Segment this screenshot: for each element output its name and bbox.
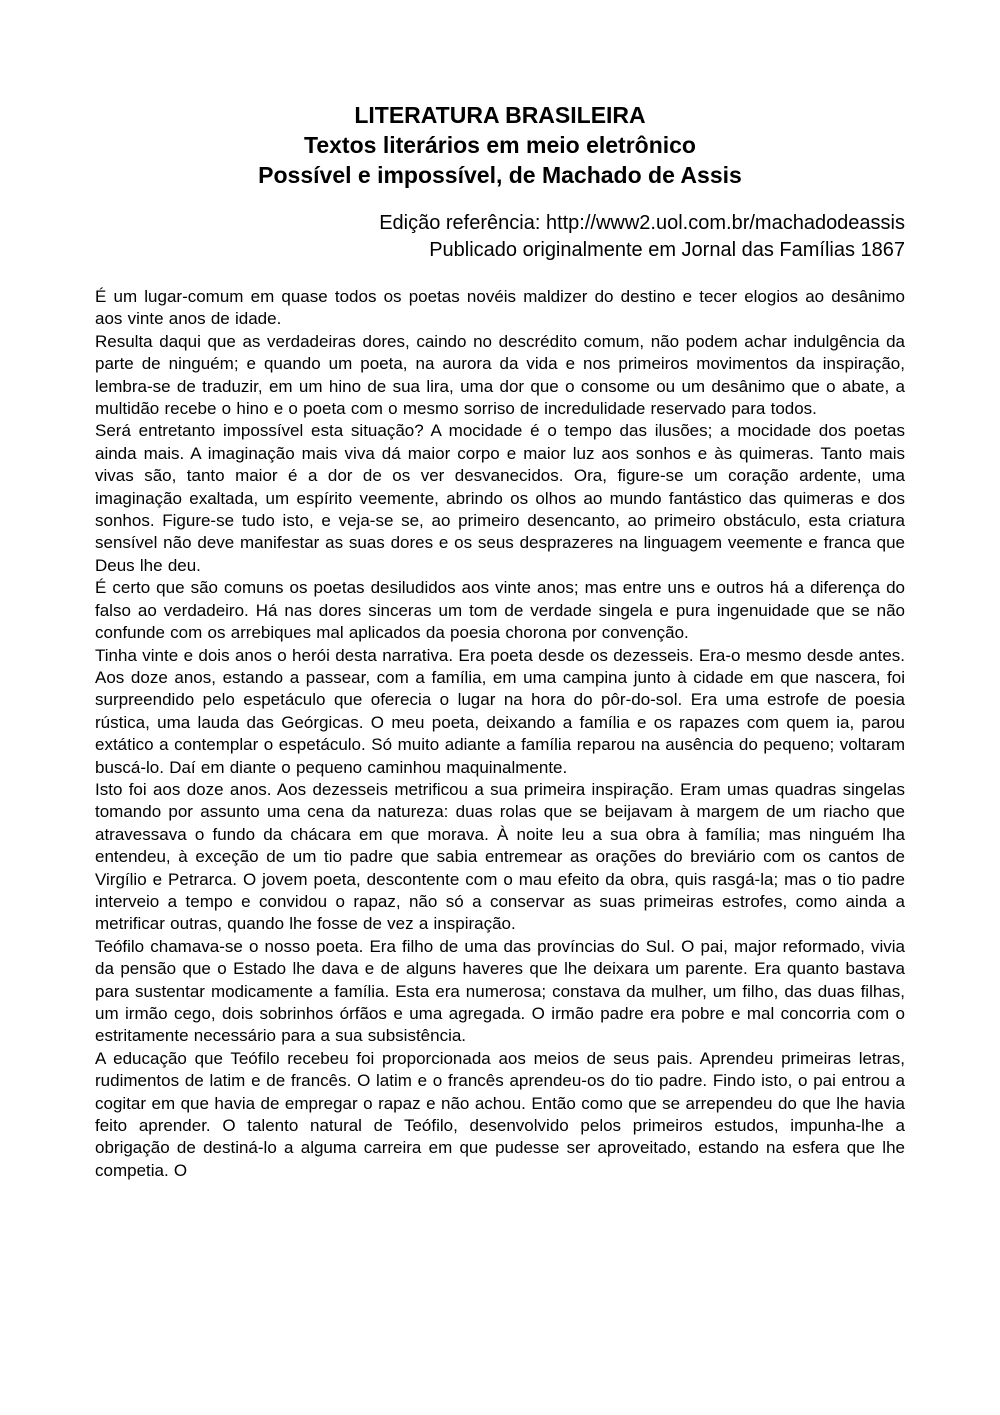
paragraph-6: Isto foi aos doze anos. Aos dezesseis metrificou a sua primeira inspiração. Eram umas quadras singelas tomando por assunto uma cena da natureza: duas rolas que se beijavam à margem de um riacho que atravessava o fundo da chácara em que morava. À noite leu a sua obra à família; mas ninguém lha entendeu, à exceção de um tio padre que sabia entremear as orações do breviário com os cantos de Virgílio e Petrarca. O jovem poeta, descontente com o mau efeito da obra, quis rasgá-la; mas o tio padre interveio a tempo e convidou o rapaz, não só a conservar as suas primeiras estrofes, como ainda a metrificar outras, quando lhe fosse de vez a inspiração.: [95, 779, 905, 934]
document-body: [95, 286, 905, 1182]
paragraph-4: É certo que são comuns os poetas desiludidos aos vinte anos; mas entre uns e outros há a diferença do falso ao verdadeiro. Há nas dores sinceras um tom de verdade singela e pura ingenuidade que se não confunde com os arrebiques mal aplicados da poesia chorona por convenção.: [95, 578, 905, 643]
title-line-2: Textos literários em meio eletrônico: [304, 132, 696, 158]
paragraph-7: Teófilo chamava-se o nosso poeta. Era filho de uma das províncias do Sul. O pai, major reformado, vivia da pensão que o Estado lhe dava e de alguns haveres que lhe deixara um parente. Era quanto bastava para sustentar modicamente a família. Esta era numerosa; constava da mulher, um filho, das duas filhas, um irmão cego, dois sobrinhos órfãos e uma agregada. O irmão padre era pobre e mal concorria com o estritamente necessário para a sua subsistência.: [95, 936, 905, 1046]
edition-reference-block: [95, 210, 905, 264]
paragraph-8: A educação que Teófilo recebeu foi proporcionada aos meios de seus pais. Aprendeu primeiras letras, rudimentos de latim e de francês. O latim e o francês aprendeu-os do tio padre. Findo isto, o pai entrou a cogitar em que havia de empregar o rapaz e não achou. Então como que se arrependeu do que lhe havia feito aprender. O talento natural de Teófilo, desenvolvido pelos primeiros estudos, impunha-lhe a obrigação de destiná-lo a alguma carreira em que pudesse ser aproveitado, estando na esfera que lhe competia. O: [95, 1048, 905, 1180]
paragraph-1: É um lugar-comum em quase todos os poetas novéis maldizer do destino e tecer elogios ao desânimo aos vinte anos de idade.: [95, 287, 905, 329]
paragraph-5: Tinha vinte e dois anos o herói desta narrativa. Era poeta desde os dezesseis. Era-o mesmo desde antes. Aos doze anos, estando a passear, com a família, em uma campina junto à cidade em que nascera, foi surpreendido pelo espetáculo que oferecia o lugar na hora do pôr-do-sol. Era uma estrofe de poesia rústica, uma lauda das Geórgicas. O meu poeta, deixando a família e os rapazes com quem ia, parou extático a contemplar o espetáculo. Só muito adiante a família reparou na ausência do pequeno; voltaram buscá-lo. Daí em diante o pequeno caminhou maquinalmente.: [95, 645, 905, 777]
edition-published-line: Publicado originalmente em Jornal das Famílias 1867: [429, 239, 905, 261]
paragraph-2: Resulta daqui que as verdadeiras dores, caindo no descrédito comum, não podem achar indulgência da parte de ninguém; e quando um poeta, na aurora da vida e nos primeiros movimentos da inspiração, lembra-se de traduzir, em um hino de sua lira, uma dor que o consome ou um desânimo que o abate, a multidão recebe o hino e o poeta com o mesmo sorriso de incredulidade reservado para todos.: [95, 331, 905, 419]
edition-reference-line: Edição referência: http://www2.uol.com.br/machadodeassis: [379, 212, 905, 234]
paragraph-3: Será entretanto impossível esta situação? A mocidade é o tempo das ilusões; a mocidade dos poetas ainda mais. A imaginação mais viva dá maior corpo e maior luz aos sonhos e às quimeras. Tanto mais vivas são, tanto maior é a dor de os ver desvanecidos. Ora, figure-se um coração ardente, uma imaginação exaltada, um espírito veemente, abrindo os olhos ao mundo fantástico das quimeras e dos sonhos. Figure-se tudo isto, e veja-se se, ao primeiro desencanto, ao primeiro obstáculo, esta criatura sensível não deve manifestar as suas dores e os seus desprazeres na linguagem veemente e franca que Deus lhe deu.: [95, 421, 905, 575]
document-header: [95, 100, 905, 190]
title-line-1: LITERATURA BRASILEIRA: [354, 102, 646, 128]
title-line-3: Possível e impossível, de Machado de Assis: [258, 162, 742, 188]
